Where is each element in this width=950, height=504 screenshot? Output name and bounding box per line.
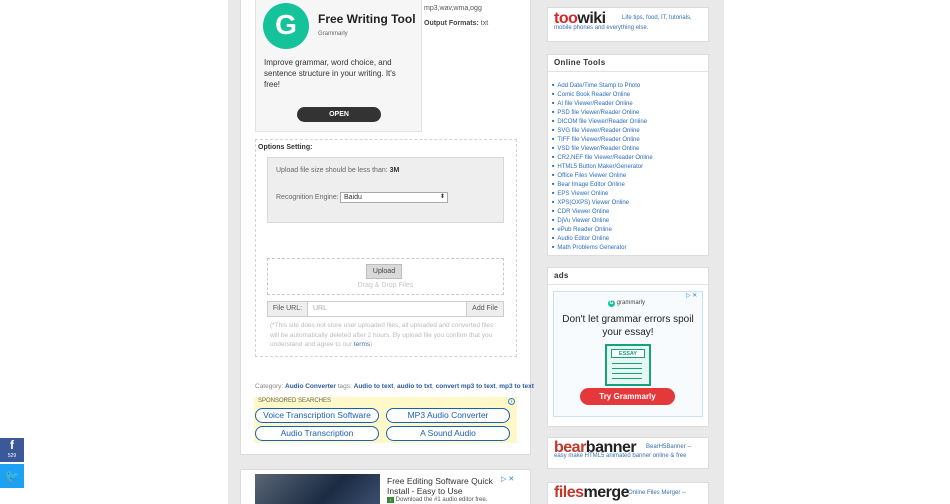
tool-link[interactable]: ■ VSD file Viewer/Reader Online <box>552 143 653 152</box>
facebook-share-count: 529 <box>7 453 17 459</box>
url-input[interactable]: URL <box>313 305 328 312</box>
toowiki-desc[interactable]: Life tips, food, IT, tutorials, mobile phones and everything else. <box>554 15 692 31</box>
facebook-share-button[interactable] <box>0 438 24 462</box>
size-limit-text: Upload file size should be less than: 3M <box>276 167 400 174</box>
sponsored-link[interactable]: Voice Transcription Software <box>255 408 379 423</box>
bearbanner-desc[interactable]: BearH5Banner -- easy make HTML5 animated banner online & free <box>554 444 692 459</box>
input-formats-value: mp3,wav,wma,ogg <box>424 5 482 12</box>
tag-link[interactable]: audio to txt <box>396 383 433 390</box>
tool-link[interactable]: ■ Audio Editor Online <box>552 233 653 242</box>
tool-link[interactable]: ■ SVG file Viewer/Reader Online <box>552 125 653 134</box>
add-file-button[interactable]: Add File <box>466 302 503 316</box>
ad-title[interactable]: Free Writing Tool <box>318 12 416 26</box>
try-grammarly-button[interactable]: Try Grammarly <box>580 388 675 405</box>
upload-button[interactable]: Upload <box>366 264 402 279</box>
ad-info-icon[interactable]: i <box>508 398 515 405</box>
file-url-label: File URL: <box>268 302 308 316</box>
tool-link[interactable]: ■ CDR Viewer Online <box>552 206 653 215</box>
ads-title: ads <box>554 271 569 280</box>
grammarly-logo-icon: G <box>609 300 614 306</box>
tool-link[interactable]: ■ Office Files Viewer Online <box>552 170 653 179</box>
bearbanner-logo[interactable]: bearbanner <box>554 439 637 456</box>
tool-link[interactable]: ■ TIFF file Viewer/Reader Online <box>552 134 653 143</box>
divider <box>548 71 708 72</box>
ad-open-button[interactable]: OPEN <box>297 107 381 122</box>
output-formats-value: txt <box>480 20 489 27</box>
terms-link[interactable]: terms <box>353 341 371 348</box>
engine-select[interactable]: Baidu ⬍ <box>340 192 448 203</box>
bottom-ad-title[interactable]: Free Editing Software Quick Install - Easy to Use <box>387 476 493 496</box>
tool-link[interactable]: ■ HTML5 Button Maker/Generator <box>552 161 653 170</box>
online-tools-list <box>552 80 653 251</box>
tool-link[interactable]: ■ ePub Reader Online <box>552 224 653 233</box>
filesmerge-logo[interactable]: filesmerge <box>554 484 630 501</box>
tag-link[interactable]: convert mp3 to text <box>435 383 496 390</box>
ad-image[interactable] <box>255 474 380 504</box>
toowiki-logo[interactable]: toowiki <box>554 10 606 27</box>
tool-link[interactable]: ■ PSD file Viewer/Reader Online <box>552 107 653 116</box>
tool-link[interactable]: ■ Math Problems Generator <box>552 242 653 251</box>
output-formats-label: Output Formats: <box>424 20 479 27</box>
twitter-icon: 🐦 <box>4 469 20 483</box>
drag-drop-text: Drag & Drop Files <box>357 282 414 289</box>
tool-link[interactable]: ■ DjVu Viewer Online <box>552 215 653 224</box>
facebook-icon: f <box>10 438 14 452</box>
ad-brand: Grammarly <box>318 31 348 37</box>
ad-close-icon[interactable]: ▷ ✕ <box>501 476 515 483</box>
ad-choices-icon[interactable]: ▷ ✕ <box>686 293 698 299</box>
page-background-left <box>0 0 228 504</box>
tool-link[interactable]: ■ Comic Book Reader Online <box>552 89 653 98</box>
category-link[interactable]: Audio Converter <box>285 383 336 390</box>
tool-link[interactable]: ■ XPS(OXPS) Viewer Online <box>552 197 653 206</box>
privacy-note: (*This site does not store user uploaded files, all uploaded and converted files will be automatically deleted after 2 hours. By upload file you confirm that you understand and agree to our terms) <box>270 322 494 348</box>
bottom-ad-download: ↓ Download the #1 audio editor free. <box>387 497 487 503</box>
twitter-share-button[interactable] <box>0 464 24 488</box>
size-limit-value: 3M <box>389 167 400 174</box>
tool-link[interactable]: ■ Bear Image Editor Online <box>552 179 653 188</box>
engine-label: Recognition Engine: <box>276 194 339 201</box>
tag-link[interactable]: mp3 to text <box>499 383 534 390</box>
online-tools-title: Online Tools <box>554 58 606 67</box>
ad-headline: Don't let grammar errors spoil your essay! <box>562 314 694 338</box>
page-background-right <box>724 0 950 504</box>
sponsored-title: SPONSORED SEARCHES <box>258 398 332 404</box>
download-icon: ↓ <box>387 497 394 503</box>
grammarly-logo-icon: G <box>263 3 309 49</box>
divider <box>548 284 708 285</box>
tool-link[interactable]: ■ CR2,NEF file Viewer/Reader Online <box>552 152 653 161</box>
output-formats <box>424 20 488 27</box>
tag-link[interactable]: Audio to text <box>353 383 394 390</box>
tool-link[interactable]: ■ EPS Viewer Online <box>552 188 653 197</box>
tool-link[interactable]: ■ DICOM file Viewer/Reader Online <box>552 116 653 125</box>
sponsored-link[interactable]: A Sound Audio <box>386 426 510 441</box>
filesmerge-desc[interactable]: Online Files Merger -- <box>628 490 687 496</box>
category-line: Category: Audio Converter tags: Audio to text, audio to txt, convert mp3 to text, mp3 to text <box>255 383 534 390</box>
tool-link[interactable]: ■ AI file Viewer/Reader Online <box>552 98 653 107</box>
tool-link[interactable]: ■ Add Date/Time Stamp to Photo <box>552 80 653 89</box>
options-title: Options Setting: <box>258 144 313 151</box>
sponsored-link[interactable]: Audio Transcription <box>255 426 379 441</box>
essay-illustration-icon: ESSAY <box>605 344 651 386</box>
ad-description: Improve grammar, word choice, and sentence structure in your writing. It's free! <box>264 58 396 89</box>
sponsored-link[interactable]: MP3 Audio Converter <box>386 408 510 423</box>
ad-brand: G grammarly <box>609 300 646 306</box>
select-arrows-icon: ⬍ <box>439 194 445 200</box>
